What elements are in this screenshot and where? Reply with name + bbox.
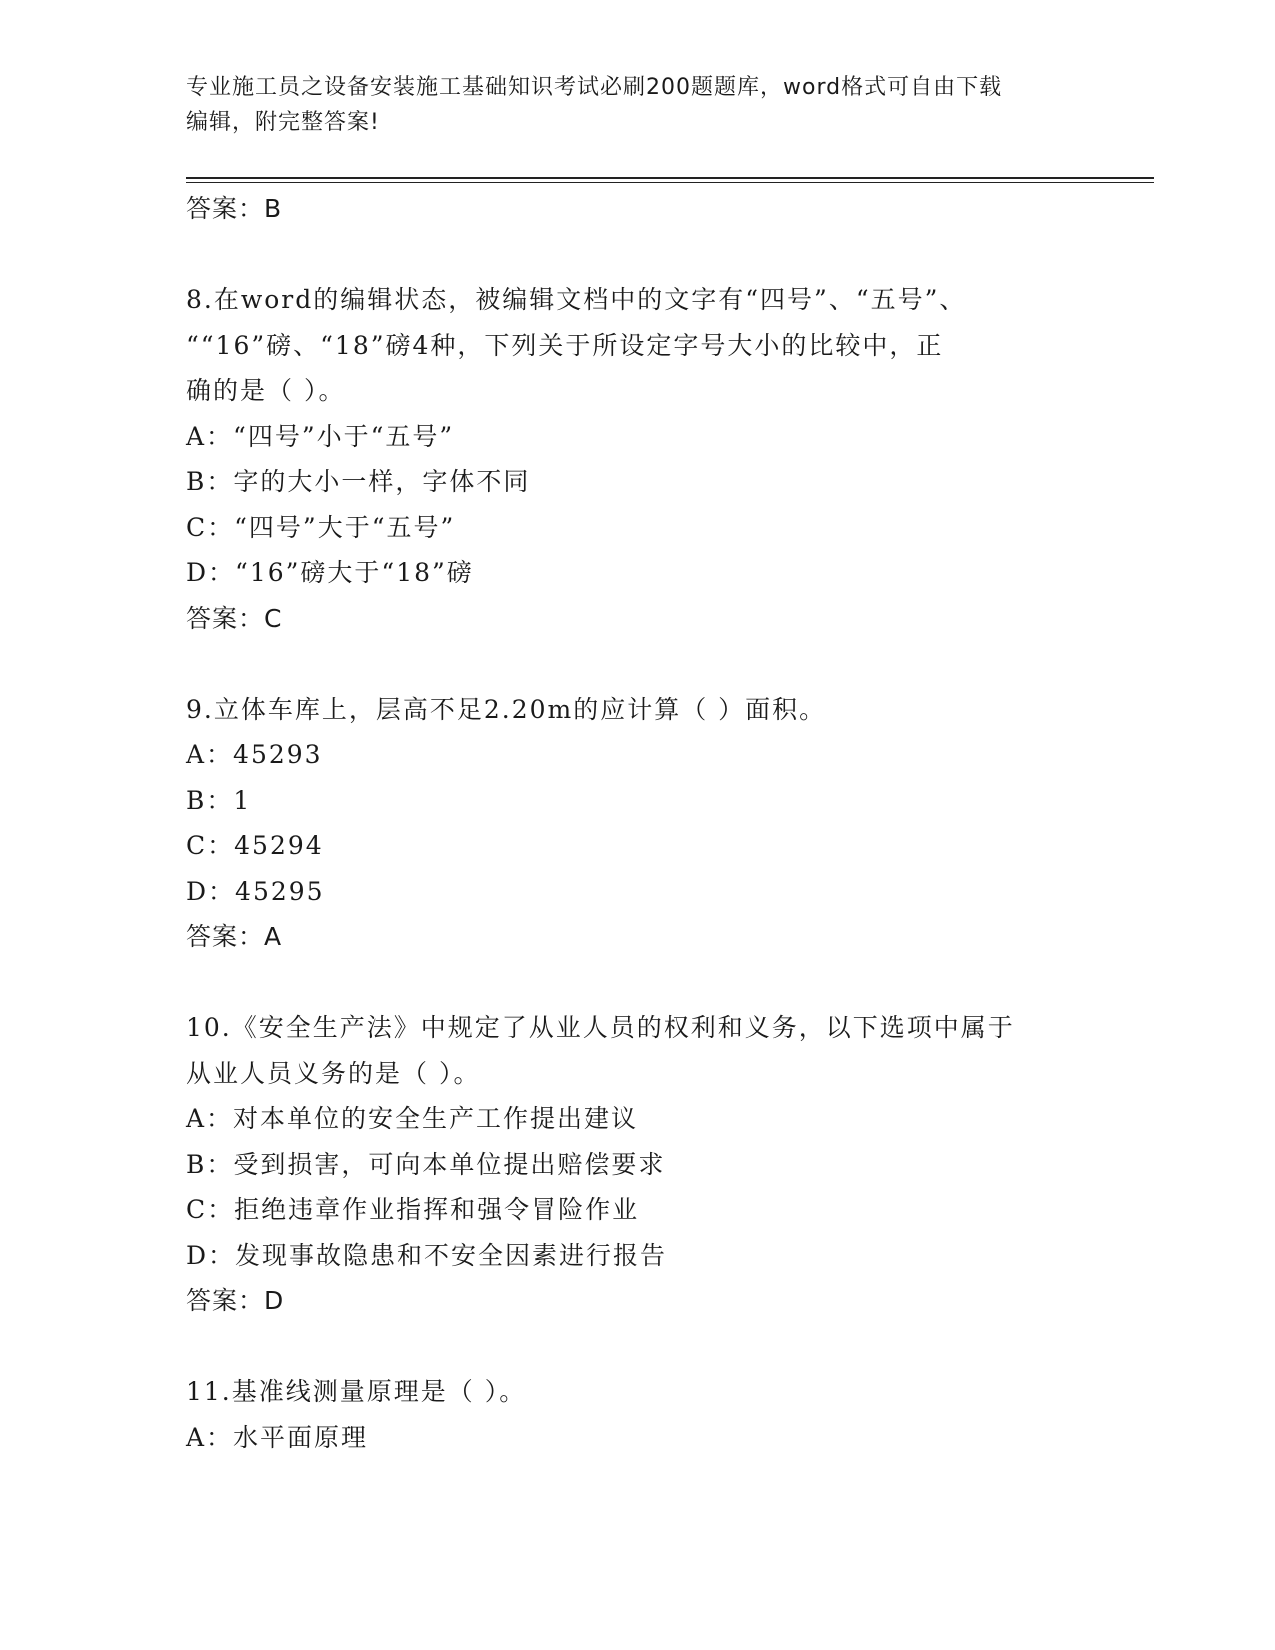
option-d: D：发现事故隐患和不安全因素进行报告	[186, 1240, 668, 1270]
option-a: A：水平面原理	[186, 1422, 369, 1452]
option-d: D：45295	[186, 876, 325, 906]
answer-line: 答案：C	[186, 603, 283, 633]
document-body	[186, 186, 1086, 1460]
question-9	[186, 687, 1086, 960]
question-11	[186, 1369, 1086, 1460]
spacer	[186, 641, 1086, 687]
question-10	[186, 1005, 1086, 1324]
option-c: C：拒绝违章作业指挥和强令冒险作业	[186, 1195, 640, 1224]
answer-line: 答案：D	[186, 1286, 285, 1315]
question-text: 8.在word的编辑状态，被编辑文档中的文字有“四号”、“五号”、	[186, 285, 967, 314]
header-rule-thick	[186, 177, 1154, 179]
question-8	[186, 277, 1086, 641]
option-a: A：对本单位的安全生产工作提出建议	[186, 1104, 639, 1133]
option-c: C：45294	[186, 831, 324, 860]
header-rule-thin	[186, 182, 1154, 183]
option-b: B：1	[186, 785, 252, 815]
spacer	[186, 960, 1086, 1006]
answer-line: 答案：A	[186, 922, 283, 951]
option-b: B：受到损害，可向本单位提出赔偿要求	[186, 1149, 666, 1179]
spacer	[186, 232, 1086, 278]
option-b: B：字的大小一样，字体不同	[186, 467, 531, 496]
question-text: 10.《安全生产法》中规定了从业人员的权利和义务，以下选项中属于	[186, 1013, 1015, 1042]
option-c: C：“四号”大于“五号”	[186, 512, 456, 542]
question-text: ““16”磅、“18”磅4种，下列关于所设定字号大小的比较中，正	[186, 330, 944, 360]
question-text: 11.基准线测量原理是（ ）。	[186, 1377, 527, 1406]
option-d: D：“16”磅大于“18”磅	[186, 558, 474, 587]
question-text: 9.立体车库上，层高不足2.20m的应计算（ ）面积。	[186, 694, 827, 724]
spacer	[186, 1324, 1086, 1370]
option-a: A：“四号”小于“五号”	[186, 421, 455, 451]
question-text: 从业人员义务的是（ ）。	[186, 1058, 481, 1088]
header-line-1: 专业施工员之设备安装施工基础知识考试必刷200题题库，word格式可自由下载	[186, 75, 1003, 100]
header-line-2: 编辑，附完整答案!	[186, 110, 380, 135]
answer-line: 答案：B	[186, 194, 283, 223]
document-header	[186, 70, 1086, 140]
question-text: 确的是（ ）。	[186, 376, 346, 405]
option-a: A：45293	[186, 740, 323, 769]
